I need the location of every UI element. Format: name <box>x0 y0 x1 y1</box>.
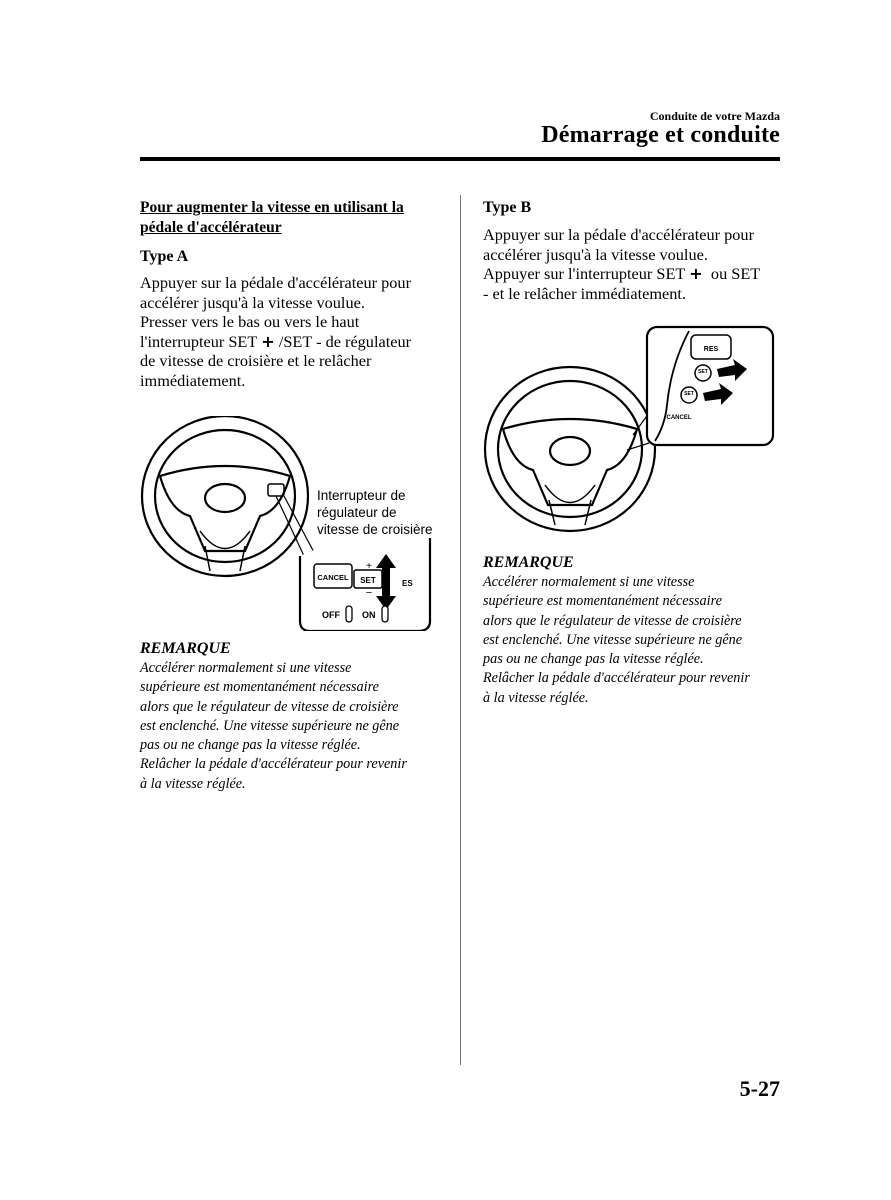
note-line: Accélérer normalement si une vitesse <box>483 574 695 590</box>
cancel-button-label: CANCEL <box>666 415 692 421</box>
note-line: Relâcher la pédale d'accélérateur pour revenir <box>483 670 750 687</box>
text-line: accélérer jusqu'à la vitesse voulue. <box>140 292 365 312</box>
note-line: pas ou ne change pas la vitesse réglée. <box>483 651 704 668</box>
wheel-hub <box>503 419 637 505</box>
switch-indicator <box>382 606 388 622</box>
text-line: accélérer jusqu'à la vitesse voulue. <box>483 244 708 264</box>
text-span: Appuyer sur l'interrupteur SET <box>483 264 686 283</box>
text-span: /SET - de régulateur <box>278 331 412 351</box>
text-line: Appuyer sur la pédale d'accélérateur pour <box>140 273 411 292</box>
note-body <box>483 573 781 708</box>
text-line <box>140 332 440 352</box>
note-heading: REMARQUE <box>483 554 574 571</box>
left-column <box>140 198 440 794</box>
text-span: ou SET <box>710 264 761 283</box>
on-label: ON <box>362 610 376 620</box>
note-line: Accélérer normalement si une vitesse <box>140 660 352 676</box>
text-span: l'interrupteur SET <box>140 331 258 351</box>
res-button-label: RES <box>703 346 719 353</box>
text-line: Appuyer sur la pédale d'accélérateur pour <box>483 225 754 244</box>
type-b-steering-wheel-figure <box>483 325 781 545</box>
set-minus-symbol: − <box>365 587 373 599</box>
note-line: à la vitesse réglée. <box>483 689 589 706</box>
note-line: alors que le régulateur de vitesse de croisière <box>483 612 742 629</box>
note-line: supérieure est momentanément nécessaire <box>140 679 379 696</box>
off-label: OFF <box>322 610 340 620</box>
text-line: de vitesse de croisière et le relâcher <box>140 351 372 370</box>
note-heading: REMARQUE <box>140 640 231 657</box>
note-line: pas ou ne change pas la vitesse réglée. <box>140 737 361 754</box>
text-line: - et le relâcher immédiatement. <box>483 283 686 303</box>
callout-line: vitesse de croisière <box>317 522 433 537</box>
switch-location <box>268 484 284 496</box>
wheel-hub <box>160 466 290 551</box>
text-line <box>483 264 781 284</box>
res-button-label: ES <box>402 579 413 588</box>
header-rule <box>140 157 780 161</box>
callout-line: régulateur de <box>317 505 397 520</box>
wheel-rim-inner <box>498 381 642 517</box>
note-line: est enclenché. Une vitesse supérieure ne gêne <box>140 717 400 734</box>
section-heading-line1: Pour augmenter la vitesse en utilisant la <box>140 199 404 216</box>
page-title: Démarrage et conduite <box>541 122 780 148</box>
type-a-steering-wheel-figure <box>140 416 440 631</box>
note-line: alors que le régulateur de vitesse de croisière <box>140 698 399 715</box>
right-column <box>483 198 781 708</box>
type-a-label: Type A <box>140 248 189 265</box>
note-line: Relâcher la pédale d'accélérateur pour revenir <box>140 756 407 773</box>
cancel-button-label: CANCEL <box>317 573 349 582</box>
note-line: est enclenché. Une vitesse supérieure ne gêne <box>483 631 743 648</box>
section-heading-line2: pédale d'accélérateur <box>140 219 282 236</box>
plus-symbol: + <box>689 264 703 283</box>
callout-line: Interrupteur de <box>317 488 406 503</box>
note-line: supérieure est momentanément nécessaire <box>483 593 722 610</box>
text-line: immédiatement. <box>140 370 246 390</box>
note-line: à la vitesse réglée. <box>140 775 246 792</box>
set-plus-symbol: + <box>366 561 372 572</box>
set-minus-button-label: SET <box>684 391 694 397</box>
off-on-switch <box>346 606 352 622</box>
plus-symbol: + <box>261 331 275 351</box>
section-label: Conduite de votre Mazda <box>649 109 780 123</box>
set-button-label: SET <box>360 576 376 585</box>
text-line: Presser vers le bas ou vers le haut <box>140 312 360 331</box>
column-divider <box>460 195 461 1065</box>
wheel-emblem <box>205 484 245 512</box>
type-a-instructions <box>140 273 440 390</box>
page-number: 5-27 <box>739 1076 780 1101</box>
type-b-label: Type B <box>483 199 532 216</box>
set-plus-button-label: SET <box>698 369 708 375</box>
wheel-emblem <box>550 437 590 465</box>
type-b-instructions <box>483 225 781 303</box>
note-body <box>140 659 440 794</box>
